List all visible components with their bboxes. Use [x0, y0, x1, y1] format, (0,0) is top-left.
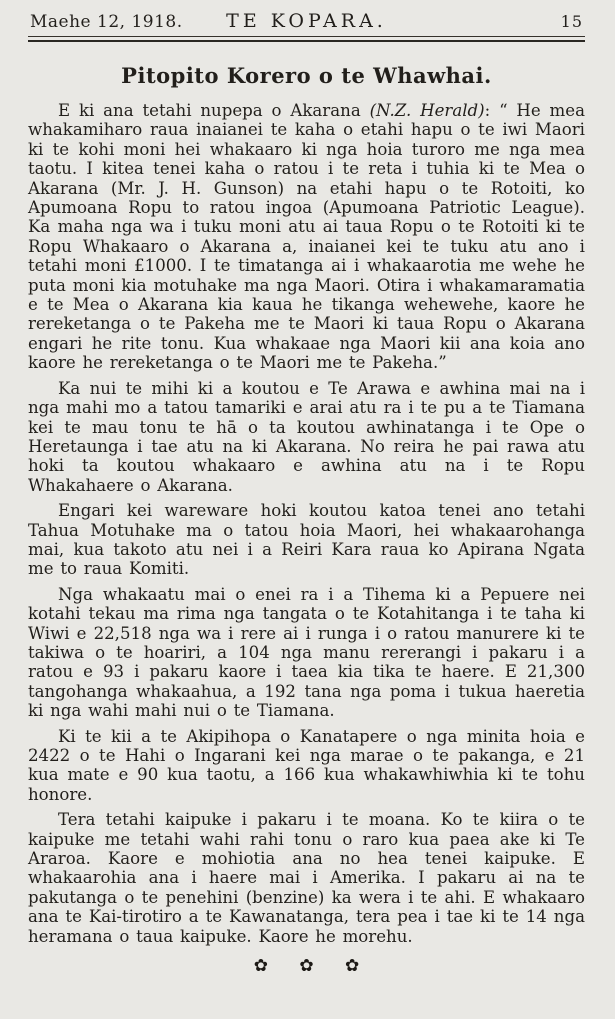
- paragraph-4: Nga whakaatu mai o enei ra i a Tihema ki a Pepuere nei kotahi tekau ma rima nga tangata o te Kotahitanga i te taha ki Wiwi e 22,518 nga wa i rere ai i runga i o ratou manurere ki te takiwa o te hoariri, a 104 nga manu rererangi i pakaru i a ratou e 93 i pakaru kaore i taea kia tika te haere. E 21,300 tangohanga whakaahua, a 192 tana nga poma i tukua haeretia ki nga wahi mahi nui o te Tiamana.: [28, 584, 585, 721]
- header-rule: [28, 36, 585, 42]
- paragraph-3: Engari kei wareware hoki koutou katoa tenei ano tetahi Tahua Motuhake ma o tatou hoia Maori, hei whakaarohanga mai, kua takoto atu nei i a Reiri Kara raua ko Apirana Ngata me to raua Komiti.: [28, 501, 585, 579]
- paragraph-1-lead: E ki ana tetahi nupepa o Akarana: [58, 101, 370, 120]
- ornament-row: [28, 956, 585, 976]
- paragraph-1: [28, 101, 585, 373]
- article-body: [28, 101, 585, 946]
- paragraph-2: Ka nui te mihi ki a koutou e Te Arawa e awhina mai na i nga mahi mo a tatou tamariki e arai atu ra i te pu a te Tiamana kei te mau tonu te hā o ta koutou awhinatanga i te Ope o Heretaunga i tae atu na ki Akarana. No reira he pai rawa atu hoki ta koutou whakaaro e awhina atu na i te Ropu Whakahaere o Akarana.: [28, 378, 585, 495]
- paragraph-5: Ki te kii a te Akipihopa o Kanatapere o nga minita hoia e 2422 o te Hahi o Ingarani kei nga marae o te pakanga, e 21 kua mate e 90 kua taotu, a 166 kua whakawhiwhia ki te tohu honore.: [28, 726, 585, 804]
- article-title: Pitopito Korero o te Whawhai.: [121, 63, 492, 88]
- header-date: Maehe 12, 1918.: [30, 12, 183, 32]
- paragraph-1-italic: (N.Z. Herald): [369, 101, 485, 120]
- fleuron-icon: ✿: [253, 956, 268, 977]
- page-number: 15: [560, 12, 583, 31]
- fleuron-icon: ✿: [299, 956, 314, 977]
- page-header: [28, 10, 585, 32]
- paragraph-1-rest: : “ He mea whakamiharo raua inaianei te kaha o etahi hapu o te iwi Maori ki te kohi moni hei whakaaro ki nga hoia turoro me nga mea taotu. I kitea tenei kaha o ratou i te reta i tuhia ki te Mea o Akarana (Mr. J. H. Gunson) na etahi hapu o te Rotoiti, ko Apumoana Ropu to ratou ingoa (Apumoana Patriotic League). Ka maha nga wa i tuku moni atu ai taua Ropu o te Rotoiti ki te Ropu Whakaaro o Akarana a, inaianei kei te tuku atu ano i tetahi moni £1000. I te timatanga ai i whakaarotia me wehe he puta moni kia motuhake ma nga Maori. Otira i whakamaramatia e te Mea o Akarana kia kaua he tikanga wehewehe, kaore he rereketanga o te Pakeha me te Maori ki taua Ropu o Akarana engari he rite tonu. Kua whakaae nga Maori kii ana koia ano kaore he rereketanga o te Maori me te Pakeha.”: [28, 101, 586, 373]
- paragraph-6: Tera tetahi kaipuke i pakaru i te moana. Ko te kiira o te kaipuke me tetahi wahi rahi tonu o raro kua paea ake ki Te Araroa. Kaore e mohiotia ana no hea tenei kaipuke. E whakaarohia ana i haere mai i Amerika. I pakaru ai na te pakutanga o te penehini (benzine) ka wera i te ahi. E whakaaro ana te Kai-tirotiro a te Kawanatanga, tera pea i tae ki te 14 nga heramana o taua kaipuke. Kaore he morehu.: [28, 810, 585, 946]
- masthead: TE KOPARA.: [226, 10, 387, 32]
- fleuron-icon: ✿: [345, 956, 360, 977]
